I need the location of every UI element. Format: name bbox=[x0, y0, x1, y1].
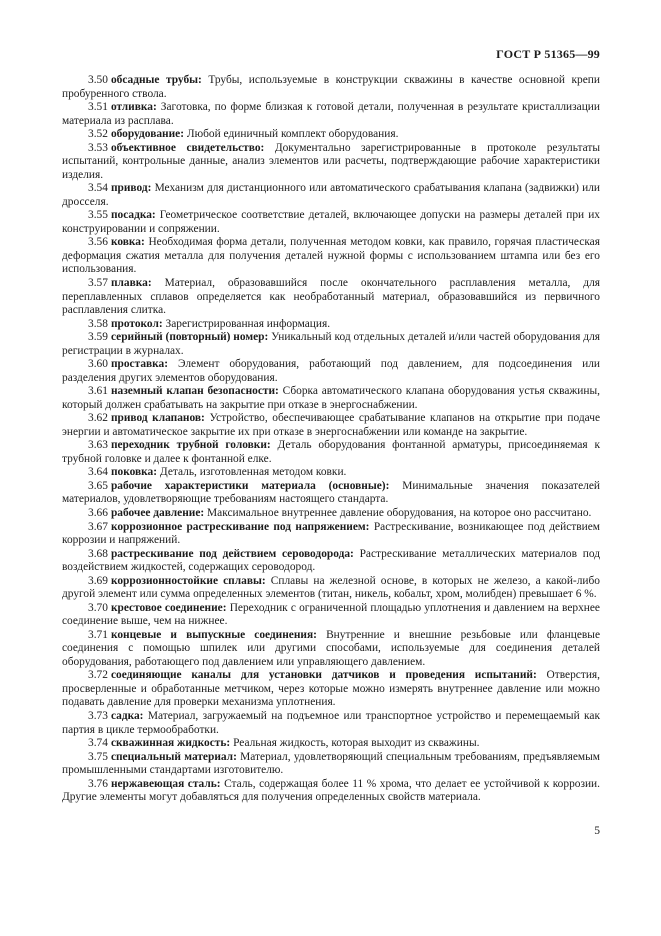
term-number: 3.69 bbox=[88, 574, 108, 587]
term-definition-text: Реальная жидкость, которая выходит из скважины. bbox=[233, 737, 480, 750]
term-definition-paragraph bbox=[62, 629, 600, 670]
term-name: специальный материал: bbox=[110, 750, 237, 763]
term-number: 3.59 bbox=[88, 331, 108, 344]
term-name: концевые и выпускные соединения: bbox=[110, 628, 317, 641]
term-definition-text: Материал, загружаемый на подъемное или транспортное устройство и перемещаемый как партия в цикле термообработки. bbox=[62, 709, 600, 736]
term-number: 3.72 bbox=[88, 669, 108, 682]
term-definition-text: Переходник с ограниченной площадью уплотнения и давлением на верхнее соединение выше, чем на нижнее. bbox=[62, 601, 600, 628]
term-definition-text: Минимальные значения показателей материалов, удовлетворяющие требованиям настоящего стандарта. bbox=[62, 479, 600, 506]
term-definition-paragraph bbox=[62, 751, 600, 778]
term-number: 3.57 bbox=[88, 276, 108, 289]
term-definition-paragraph bbox=[62, 142, 600, 183]
term-name: проставка: bbox=[110, 358, 169, 371]
term-number: 3.74 bbox=[88, 737, 108, 750]
term-definition-text: Геометрическое соответствие деталей, включающее допуски на размеры деталей при их конструировании и сопряжении. bbox=[62, 209, 600, 235]
term-definition-text: Механизм для дистанционного или автоматического срабатывания клапана (задвижки) или дросселя. bbox=[62, 182, 600, 208]
term-definition-text: Заготовка, по форме близкая к готовой детали, полученная в результате кристаллизации материала из расплава. bbox=[62, 101, 600, 127]
term-definition-text: Деталь, изготовленная методом ковки. bbox=[159, 466, 347, 479]
term-number: 3.70 bbox=[88, 601, 108, 614]
term-definition-paragraph bbox=[62, 548, 600, 575]
document-header-standard-number: ГОСТ Р 51365—99 bbox=[496, 47, 600, 61]
term-definition-text: Растрескивание металлических материалов под воздействием жидкостей, содержащих сероводород. bbox=[62, 547, 600, 574]
term-number: 3.60 bbox=[88, 358, 108, 371]
term-number: 3.61 bbox=[88, 385, 108, 398]
term-definition-text: Отверстия, просверленные и обработанные метчиком, через которые можно измерять внутреннее давление или можно подавать давление для проверки механизма уплотнения. bbox=[62, 669, 600, 709]
term-definition-text: Любой единичный комплект оборудования. bbox=[186, 128, 399, 141]
term-definition-text: Устройство, обеспечивающее срабатывание клапанов на открытие при подаче энергии и автоматическое закрытие их при отказе в энергоснабжении или команде на закрытие. bbox=[62, 412, 600, 438]
term-definition-paragraph bbox=[62, 737, 600, 751]
term-definition-paragraph bbox=[62, 412, 600, 439]
term-number: 3.62 bbox=[88, 412, 108, 425]
term-name: серийный (повторный) номер: bbox=[110, 331, 269, 344]
term-number: 3.76 bbox=[88, 777, 108, 790]
term-name: посадка: bbox=[110, 209, 156, 222]
term-definition-paragraph bbox=[62, 602, 600, 629]
term-number: 3.64 bbox=[88, 466, 108, 479]
term-definition-text: Уникальный код отдельных деталей и/или частей оборудования для регистрации в журналах. bbox=[62, 331, 600, 357]
term-definition-paragraph bbox=[62, 74, 600, 101]
term-name: ковка: bbox=[110, 236, 145, 249]
term-definition-paragraph bbox=[62, 439, 600, 466]
term-definition-text: Элемент оборудования, работающий под давлением, для подсоединения или разделения других элементов оборудования. bbox=[62, 358, 600, 384]
term-name: плавка: bbox=[110, 276, 152, 289]
term-number: 3.53 bbox=[88, 141, 108, 154]
term-definition-paragraph bbox=[62, 521, 600, 548]
term-name: скважинная жидкость: bbox=[110, 737, 231, 750]
term-name: объективное свидетельство: bbox=[110, 141, 265, 154]
term-definition-text: Документально зарегистрированные в протоколе результаты испытаний, контрольные данные, анализ элементов или расчеты, подтверждающие рабочие характеристики изделия. bbox=[62, 141, 600, 181]
term-definition-paragraph bbox=[62, 778, 600, 805]
term-name: коррозионное растрескивание под напряжением: bbox=[110, 520, 370, 533]
term-name: наземный клапан безопасности: bbox=[110, 385, 279, 398]
term-definition-text: Зарегистрированная информация. bbox=[165, 317, 331, 330]
term-name: растрескивание под действием сероводорода: bbox=[110, 547, 354, 560]
term-number: 3.68 bbox=[88, 547, 108, 560]
page-number: 5 bbox=[594, 825, 600, 837]
term-name: оборудование: bbox=[110, 128, 185, 141]
term-definition-paragraph bbox=[62, 318, 600, 332]
term-definition-paragraph bbox=[62, 480, 600, 507]
term-number: 3.66 bbox=[88, 507, 108, 519]
term-number: 3.54 bbox=[88, 182, 108, 195]
term-definition-paragraph bbox=[62, 101, 600, 128]
term-definition-paragraph bbox=[62, 331, 600, 358]
term-number: 3.73 bbox=[88, 709, 108, 722]
term-definition-paragraph bbox=[62, 710, 600, 737]
term-number: 3.55 bbox=[88, 209, 108, 222]
term-definition-paragraph bbox=[62, 466, 600, 480]
term-name: привод клапанов: bbox=[110, 412, 205, 425]
term-name: обсадные трубы: bbox=[110, 74, 202, 86]
term-name: садка: bbox=[110, 709, 144, 722]
term-definition-paragraph bbox=[62, 385, 600, 412]
term-name: нержавеющая сталь: bbox=[110, 777, 221, 790]
term-name: поковка: bbox=[110, 466, 158, 479]
term-number: 3.51 bbox=[88, 101, 108, 114]
term-name: рабочие характеристики материала (основные): bbox=[110, 479, 390, 492]
term-name: коррозионностойкие сплавы: bbox=[110, 574, 266, 587]
term-number: 3.56 bbox=[88, 236, 108, 249]
terms-definitions-section bbox=[62, 74, 600, 805]
term-name: привод: bbox=[110, 182, 152, 195]
term-definition-paragraph bbox=[62, 669, 600, 710]
term-definition-paragraph bbox=[62, 358, 600, 385]
term-number: 3.67 bbox=[88, 520, 108, 533]
term-number: 3.71 bbox=[88, 628, 108, 641]
term-name: переходник трубной головки: bbox=[110, 439, 271, 452]
term-name: отливка: bbox=[110, 101, 157, 114]
term-definition-text: Материал, удовлетворяющий специальным требованиям, предъявляемым промышленными стандартами изготовителю. bbox=[62, 750, 600, 777]
term-number: 3.52 bbox=[88, 128, 108, 141]
term-definition-paragraph bbox=[62, 507, 600, 521]
term-definition-text: Максимальное внутреннее давление оборудования, на которое оно рассчитано. bbox=[207, 507, 592, 519]
term-definition-text: Необходимая форма детали, полученная методом ковки, как правило, горячая пластическая деформация сжатия металла для получения деталей нужной формы с использованием штампа или без его использования. bbox=[62, 236, 600, 276]
term-number: 3.65 bbox=[88, 479, 108, 492]
term-definition-text: Сталь, содержащая более 11 % хрома, что делает ее устойчивой к коррозии. Другие элементы могут добавляться для получения определенных свойств материала. bbox=[62, 777, 600, 804]
term-definition-paragraph bbox=[62, 236, 600, 277]
term-definition-text: Деталь оборудования фонтанной арматуры, присоединяемая к трубной головке и далее к фонтанной елке. bbox=[62, 439, 600, 465]
term-definition-paragraph bbox=[62, 277, 600, 318]
term-number: 3.75 bbox=[88, 750, 108, 763]
term-number: 3.50 bbox=[88, 74, 108, 86]
term-definition-text: Сборка автоматического клапана оборудования устья скважины, который должен срабатывать на закрытие при отказе в энергоснабжении. bbox=[62, 385, 600, 411]
term-name: протокол: bbox=[110, 317, 163, 330]
term-definition-paragraph bbox=[62, 209, 600, 236]
term-name: соединяющие каналы для установки датчиков и проведения испытаний: bbox=[110, 669, 537, 682]
term-name: рабочее давление: bbox=[110, 507, 205, 519]
term-definition-text: Сплавы на железной основе, в которых не железо, а какой-либо другой элемент или сумма определенных элементов (титан, никель, кобальт, хром, молибден) превышает 6 %. bbox=[62, 574, 600, 601]
term-definition-paragraph bbox=[62, 575, 600, 602]
term-definition-paragraph bbox=[62, 128, 600, 142]
term-definition-text: Внутренние и внешние резьбовые или фланцевые соединения с помощью шпилек или другими способами, используемые для соединения деталей оборудования, работающего под давлением или управляющего давлением. bbox=[62, 628, 600, 668]
term-number: 3.58 bbox=[88, 317, 108, 330]
term-number: 3.63 bbox=[88, 439, 108, 452]
term-definition-text: Трубы, используемые в конструкции скважины в качестве основной крепи пробуренного ствола. bbox=[62, 74, 600, 100]
term-definition-paragraph bbox=[62, 182, 600, 209]
term-definition-text: Растрескивание, возникающее под действием коррозии и напряжений. bbox=[62, 520, 600, 547]
term-name: крестовое соединение: bbox=[110, 601, 227, 614]
term-definition-text: Материал, образовавшийся после окончательного расплавления металла, для переплавленных сплавов определяется как необработанный материал, образовавшийся из первичного расплавления слитка. bbox=[62, 276, 600, 317]
